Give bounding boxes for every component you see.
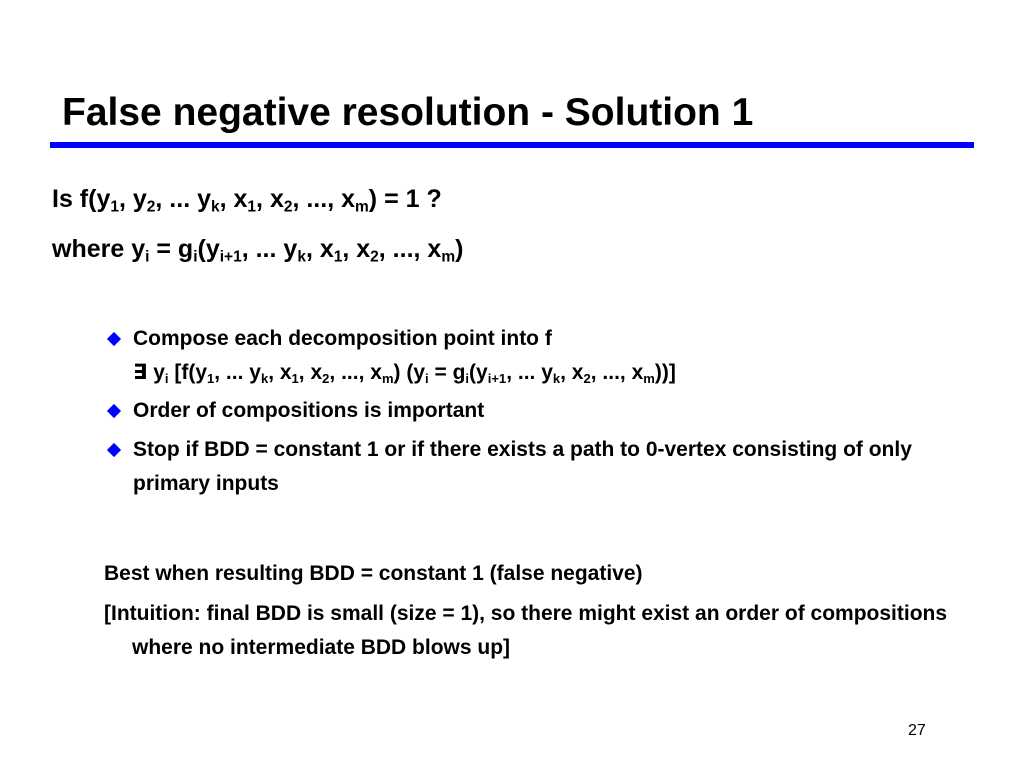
subscript: i: [193, 248, 198, 266]
formula-text: , x: [298, 361, 323, 384]
formula-text: , ... y: [506, 361, 553, 384]
slide-title: False negative resolution - Solution 1: [62, 91, 754, 134]
formula-text: ): [455, 235, 464, 263]
formula-text: , x: [256, 185, 284, 213]
subscript: i+1: [487, 370, 507, 386]
bullet-item-stop: [105, 433, 965, 501]
exists-symbol: ∃: [133, 361, 148, 384]
subscript: k: [260, 370, 269, 386]
diamond-bullet-icon: [107, 404, 121, 418]
formula-text: where y: [52, 235, 146, 263]
subscript: 1: [247, 198, 257, 216]
subscript: 1: [207, 370, 215, 386]
formula-text: , x: [305, 235, 334, 263]
bullet-item-compose: [105, 322, 965, 390]
subscript: k: [211, 198, 220, 216]
subscript: 2: [146, 198, 156, 216]
subscript: m: [381, 370, 394, 386]
bullet-list: [105, 322, 965, 501]
bullet-formula-line: [133, 356, 965, 390]
formula-text: , ... y: [155, 185, 211, 213]
subscript: i: [145, 248, 150, 266]
formula-text: , ..., x: [590, 361, 644, 384]
subscript: m: [643, 370, 655, 386]
formula-line-1: [52, 182, 442, 216]
subscript: i: [465, 370, 470, 386]
formula-text: , ..., x: [329, 361, 382, 384]
formula-text: , ..., x: [292, 185, 355, 213]
subscript: m: [441, 248, 456, 266]
formula-text: , x: [560, 361, 584, 384]
subscript: 2: [370, 248, 379, 266]
title-underline: [50, 142, 974, 148]
formula-text: = g: [149, 235, 194, 263]
subscript: 2: [322, 370, 330, 386]
formula-text: , ... y: [214, 361, 261, 384]
formula-text: , x: [219, 185, 248, 213]
subscript: k: [552, 370, 561, 386]
formula-line-2: [52, 232, 463, 266]
subscript: i: [164, 370, 169, 386]
formula-text: (y: [197, 235, 220, 263]
subscript: i+1: [219, 248, 242, 266]
bullet-line: Compose each decomposition point into f: [133, 327, 552, 350]
subscript: 1: [291, 370, 299, 386]
formula-text: ) (y: [393, 361, 426, 384]
formula-text: (y: [469, 361, 488, 384]
formula-text: Is f(y: [52, 185, 111, 213]
formula-text: , ..., x: [378, 235, 442, 263]
subscript: m: [355, 198, 369, 216]
subscript: 2: [583, 370, 591, 386]
diamond-bullet-icon: [107, 332, 121, 346]
formula-text: ))]: [654, 361, 676, 384]
note-best: Best when resulting BDD = constant 1 (false negative): [104, 562, 643, 585]
subscript: 1: [333, 248, 343, 266]
subscript: k: [297, 248, 306, 266]
formula-text: ) = 1 ?: [368, 185, 442, 213]
bullet-text: Stop if BDD = constant 1 or if there exists a path to 0-vertex consisting of only primary inputs: [133, 438, 912, 495]
bullet-text: [133, 322, 965, 390]
formula-text: = g: [428, 361, 466, 384]
note-intuition: [Intuition: final BDD is small (size = 1), so there might exist an order of compositions where no intermediate BDD blows up]: [104, 602, 948, 659]
formula-text: , ... y: [241, 235, 298, 263]
formula-text: , x: [268, 361, 292, 384]
formula-text: , x: [342, 235, 371, 263]
subscript: i: [425, 370, 429, 386]
formula-text: y: [147, 361, 165, 384]
formula-text: , y: [118, 185, 147, 213]
subscript: 2: [283, 198, 293, 216]
formula-text: [f(y: [168, 361, 207, 384]
bullet-item-order: [105, 394, 965, 428]
bullet-text: Order of compositions is important: [133, 399, 485, 422]
diamond-bullet-icon: [107, 443, 121, 457]
subscript: 1: [110, 198, 119, 216]
page-number: 27: [908, 722, 926, 739]
